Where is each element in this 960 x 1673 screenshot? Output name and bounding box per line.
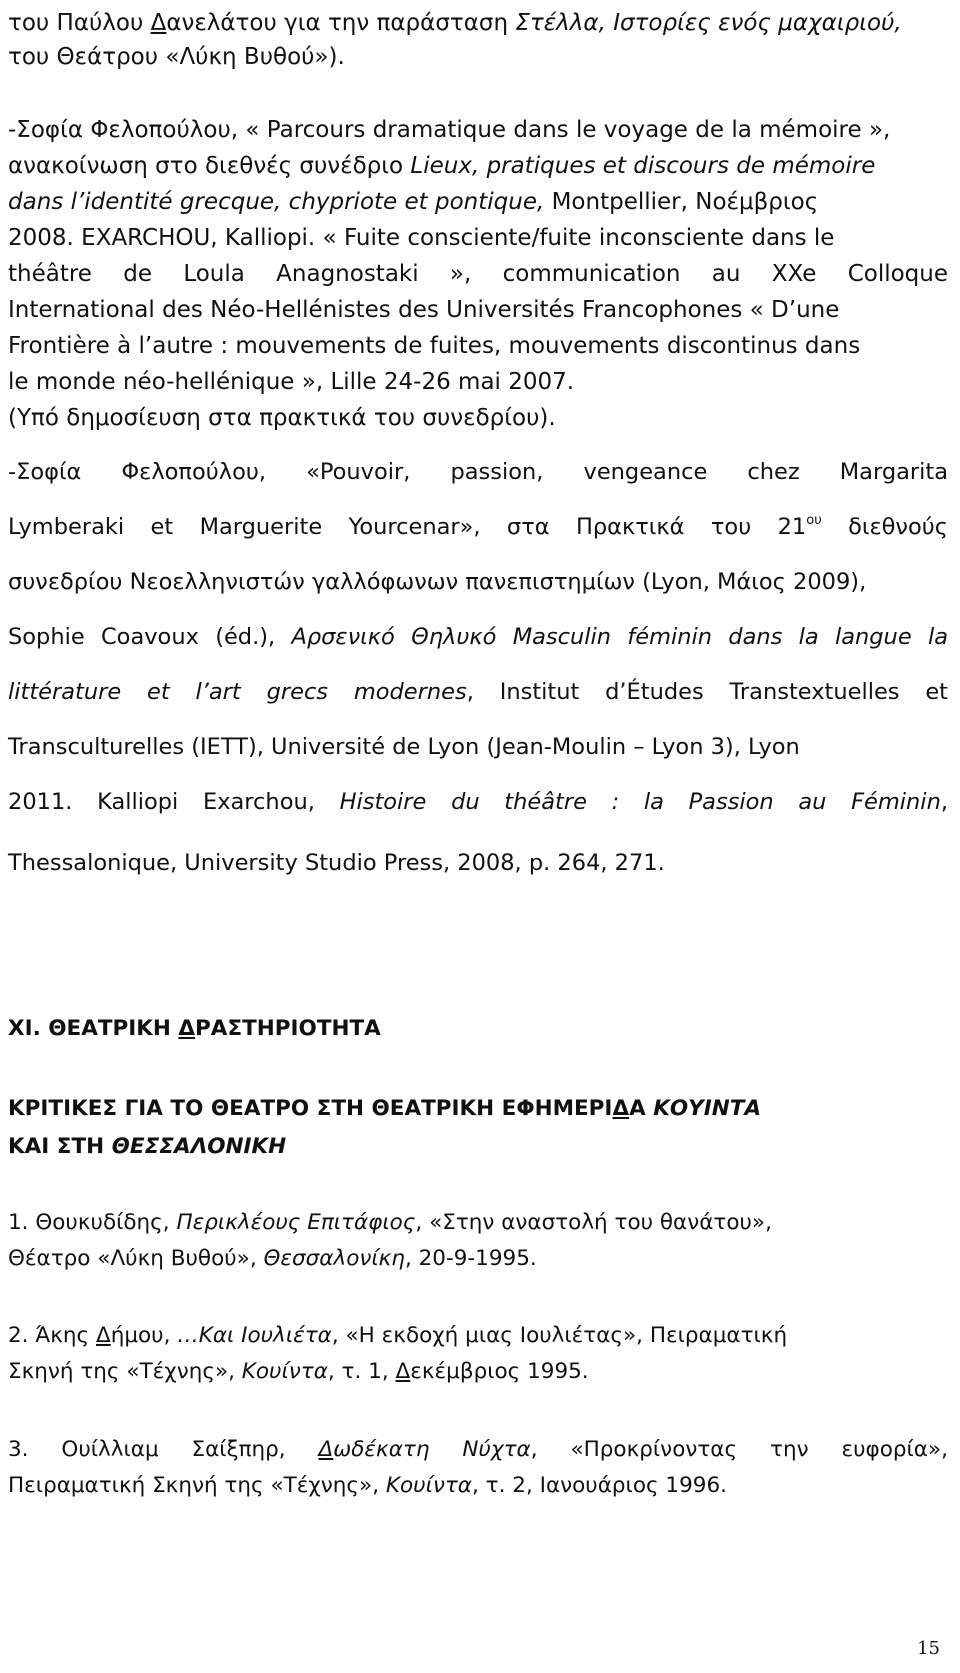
- text-line: Θέατρο «Λύκη Βυθού», Θεσσαλονίκη, 20-9-1995.: [8, 1246, 537, 1271]
- text-line: Σκηνή της «Τέχνης», Κουίντα, τ. 1, Δεκέμβριος 1995.: [8, 1359, 589, 1384]
- text-line: International des Néo-Hellénistes des Universités Francophones « D’une: [8, 297, 840, 323]
- text-line: le monde néo-hellénique », Lille 24-26 mai 2007.: [8, 369, 575, 395]
- text-line: Transculturelles (IETT), Université de Lyon (Jean-Moulin – Lyon 3), Lyon: [8, 734, 800, 760]
- text-line: συνεδρίου Νεοελληνιστών γαλλόφωνων πανεπιστημίων (Lyon, Μάιος 2009),: [8, 569, 867, 595]
- reference-felopoulou-montpellier: [8, 112, 948, 436]
- text-line: Sophie Coavoux (éd.), Αρσενικό Θηλυκό Masculin féminin dans la langue la: [8, 624, 948, 650]
- text-line: 2011. Kalliopi Exarchou, Histoire du théâtre : la Passion au Féminin,: [8, 789, 948, 815]
- text-line: 2. Άκης Δήμου, …Και Ιουλιέτα, «Η εκδοχή μιας Ιουλιέτας», Πειραματική: [8, 1323, 788, 1348]
- text-line: του Παύλου Δανελάτου για την παράσταση Στέλλα, Ιστορίες ενός μαχαιριού,: [8, 10, 902, 36]
- text-line: ανακοίνωση στο διεθνές συνέδριο Lieux, pratiques et discours de mémoire: [8, 153, 876, 179]
- text-line: Lymberaki et Marguerite Yourcenar», στα Πρακτικά του $21^{o\upsilon}$ διεθνούς: [8, 513, 948, 540]
- list-item: [8, 1432, 948, 1504]
- text-line: 3. Ουίλλιαμ Σαίξπηρ, Δωδέκατη Νύχτα, «Προκρίνοντας την ευφορία»,: [8, 1437, 948, 1462]
- list-item: [8, 1318, 948, 1390]
- text-line: Πειραματική Σκηνή της «Τέχνης», Κουίντα, τ. 2, Ιανουάριος 1996.: [8, 1473, 727, 1498]
- text-line: 1. Θουκυδίδης, Περικλέους Επιτάφιος, «Στην αναστολή του θανάτου»,: [8, 1210, 772, 1235]
- reference-continuation: [8, 6, 948, 74]
- text-line: -Σοφία Φελοπούλου, «Pouvoir, passion, vengeance chez Margarita: [8, 459, 948, 485]
- text-line: 2008. EXARCHOU, Kalliopi. « Fuite consciente/fuite inconsciente dans le: [8, 225, 835, 251]
- text-line: του Θεάτρου «Λύκη Βυθού»).: [8, 44, 345, 70]
- text-line: Thessalonique, University Studio Press, 2008, p. 264, 271.: [8, 850, 665, 876]
- text-line: Frontière à l’autre : mouvements de fuites, mouvements discontinus dans: [8, 333, 861, 359]
- text-line: littérature et l’art grecs modernes, Institut d’Études Transtextuelles et: [8, 679, 949, 705]
- reference-felopoulou-lyon: [8, 445, 948, 891]
- list-item: [8, 1205, 948, 1277]
- text-line: -Σοφία Φελοπούλου, « Parcours dramatique dans le voyage de la mémoire »,: [8, 117, 891, 143]
- text-line: théâtre de Loula Anagnostaki », communication au XXe Colloque: [8, 261, 948, 287]
- section-heading: XI. ΘΕΑΤΡΙΚΗ ΔΡΑΣΤΗΡΙΟΤΗΤΑ: [8, 1016, 381, 1041]
- text-line: dans l’identité grecque, chypriote et pontique, Montpellier, Νοέμβριος: [8, 189, 819, 215]
- subsection-heading: ΚΡΙΤΙΚΕΣ ΓΙΑ ΤΟ ΘΕΑΤΡΟ ΣΤΗ ΘΕΑΤΡΙΚΗ ΕΦΗΜΕΡΙΔΑ ΚΟΥΙΝΤΑ ΚΑΙ ΣΤΗ ΘΕΣΣΑΛΟΝΙΚΗ: [8, 1096, 762, 1159]
- text-line: (Υπό δημοσίευση στα πρακτικά του συνεδρίου).: [8, 405, 556, 431]
- page-number: 15: [917, 1638, 940, 1659]
